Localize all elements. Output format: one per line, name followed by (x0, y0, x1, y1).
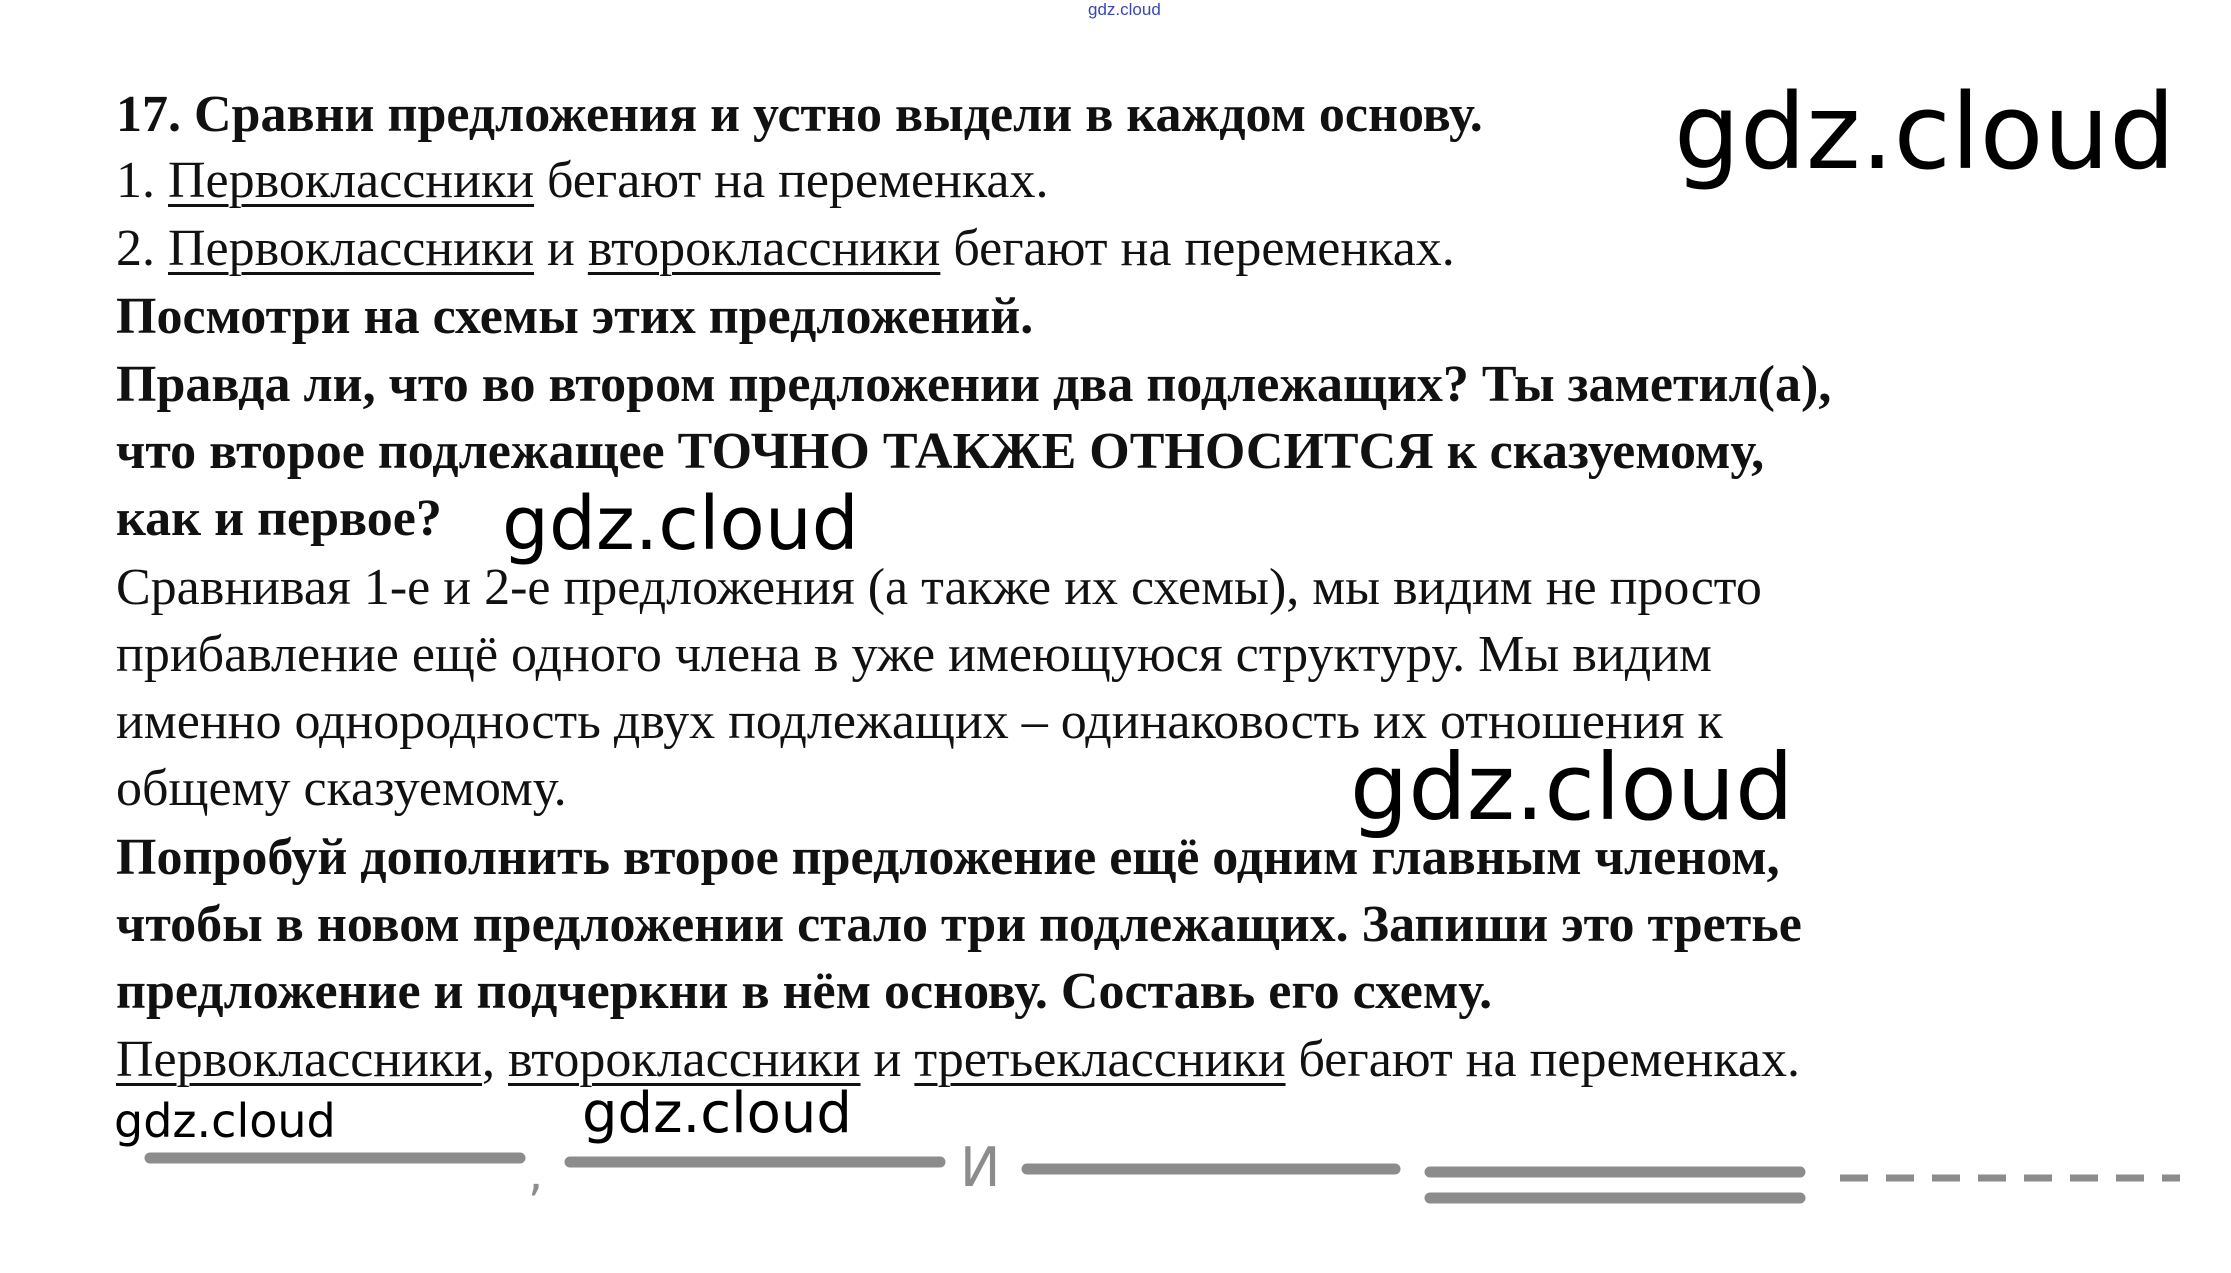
sentence-1-subject: Первоклассники (168, 152, 535, 209)
instruction-line-2: чтобы в новом предложении стало три подлежащих. Запиши это третье (116, 896, 1802, 953)
look-at-schemes: Посмотри на схемы этих предложений. (116, 288, 1034, 345)
sentence-2-conjunction: и (547, 220, 575, 277)
scheme-conjunction: И (960, 1136, 1001, 1199)
sentence-1-rest: бегают на переменках. (547, 152, 1049, 209)
scheme-comma: , (528, 1146, 544, 1202)
answer-line-3: именно однородность двух подлежащих – одинаковость их отношения к (116, 693, 1723, 750)
answer-line-2: прибавление ещё одного члена в уже имеющуюся структуру. Мы видим (116, 626, 1712, 683)
question-line-2: что второе подлежащее ТОЧНО ТАКЖЕ ОТНОСИТСЯ к сказуемому, (116, 423, 1765, 480)
sentence-3-subject-2: второклассники (508, 1031, 861, 1088)
sentence-3-conjunction: и (873, 1031, 902, 1088)
watermark-center: gdz.cloud (1350, 734, 1794, 841)
sentence-3-rest: бегают на переменках. (1298, 1031, 1800, 1088)
sentence-2-number: 2. (116, 220, 155, 277)
answer-line-1: Сравнивая 1-е и 2-е предложения (а также их схемы), мы видим не просто (116, 559, 1762, 616)
instruction-line-3: предложение и подчеркни в нём основу. Составь его схему. (116, 963, 1493, 1020)
instruction-line-1: Попробуй дополнить второе предложение ещё одним главным членом, (116, 829, 1780, 886)
sentence-3-subject-1: Первоклассники (116, 1031, 483, 1088)
top-watermark: gdz.cloud (1088, 0, 1161, 19)
watermark-large: gdz.cloud (1674, 71, 2176, 193)
watermark-small-left: gdz.cloud (114, 1094, 336, 1148)
task-heading: 17. Сравни предложения и устно выдели в каждом основу. (116, 86, 1483, 143)
question-line-3: как и первое? (116, 490, 442, 547)
watermark-medium: gdz.cloud (502, 481, 859, 567)
sentence-3-comma: , (482, 1031, 496, 1088)
sentence-3-subject-3: третьеклассники (914, 1031, 1286, 1088)
watermark-small-middle: gdz.cloud (582, 1081, 852, 1146)
answer-line-4: общему сказуемому. (116, 760, 567, 817)
sentence-2-subject-1: Первоклассники (168, 220, 535, 277)
question-line-1: Правда ли, что во втором предложении два подлежащих? Ты заметил(а), (116, 356, 1832, 413)
sentence-1-number: 1. (116, 152, 155, 209)
sentence-2-rest: бегают на переменках. (953, 220, 1455, 277)
sentence-2-subject-2: второклассники (587, 220, 941, 277)
